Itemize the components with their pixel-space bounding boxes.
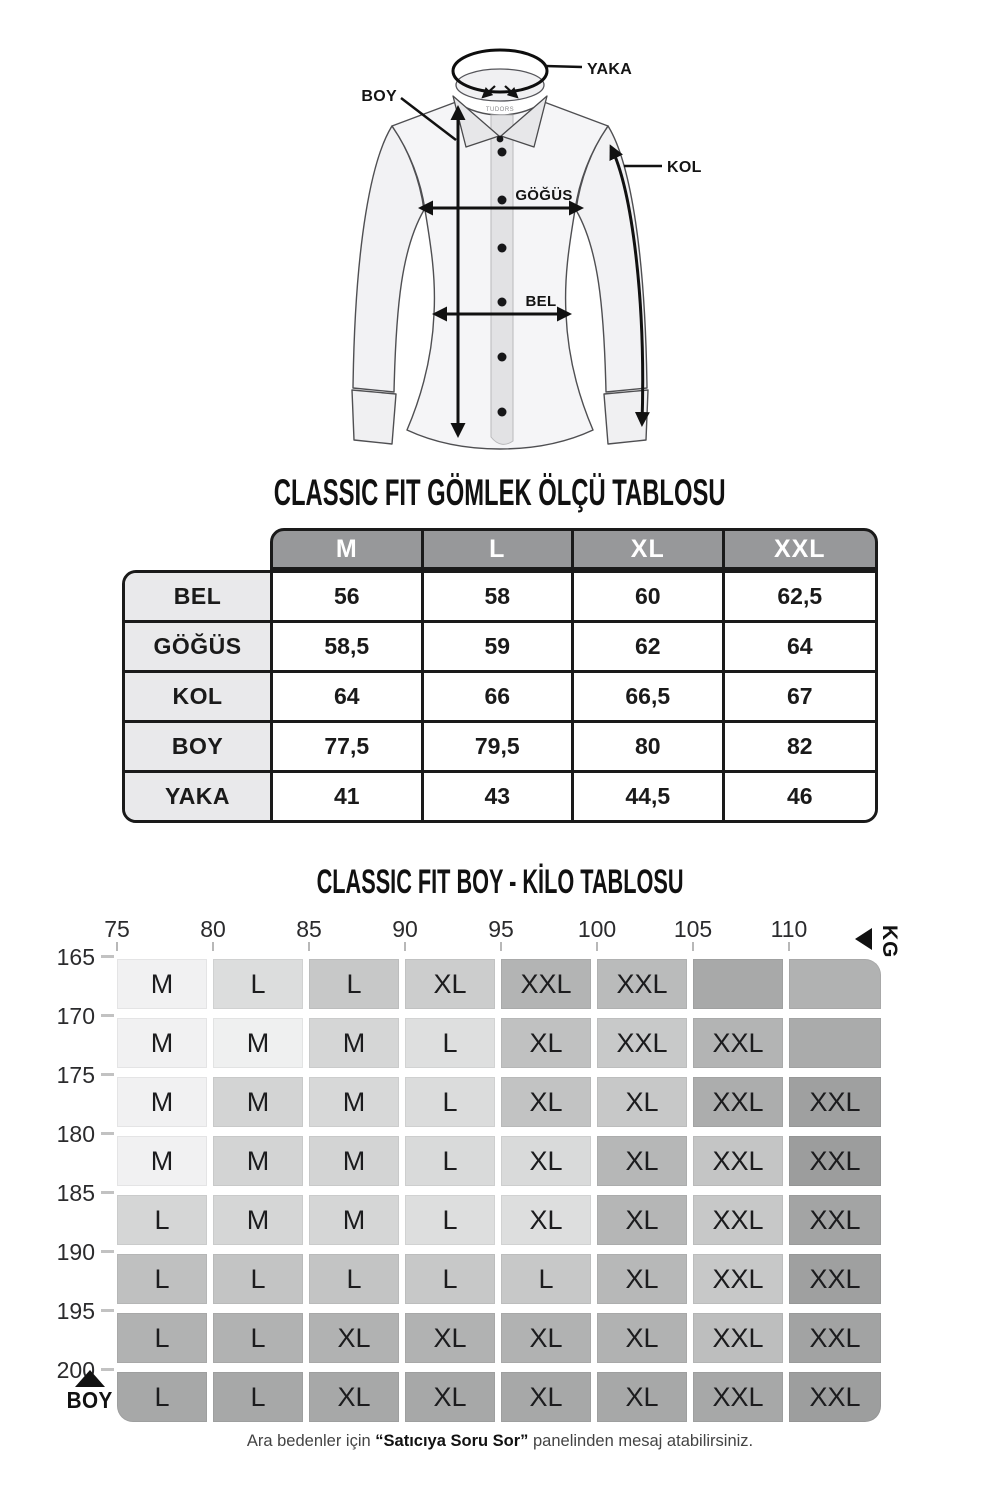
- grid-cell: L: [213, 1313, 303, 1363]
- grid-cell: XXL: [789, 1313, 881, 1363]
- height-tick-label: 170: [56, 1003, 95, 1029]
- height-tick-mark: [101, 1250, 114, 1253]
- grid-cell: XL: [597, 1372, 687, 1422]
- grid-cell: XL: [405, 959, 495, 1009]
- size-column-header: XXL: [773, 534, 826, 563]
- size-table-title: CLASSIC FIT GÖMLEK ÖLÇÜ TABLOSU: [274, 472, 726, 514]
- measurement-value-cell: 67: [725, 673, 876, 720]
- measurement-value-cell: 79,5: [424, 723, 575, 770]
- measurement-value-cell: 62: [574, 623, 725, 670]
- grid-cell: XXL: [789, 1077, 881, 1127]
- measurement-row-label: GÖĞÜS: [125, 623, 273, 670]
- grid-cell: XL: [597, 1313, 687, 1363]
- grid-cell: M: [309, 1077, 399, 1127]
- grid-cell: L: [117, 1313, 207, 1363]
- grid-cell: XL: [501, 1372, 591, 1422]
- size-column-header: XL: [574, 531, 725, 567]
- grid-cell: XL: [501, 1077, 591, 1127]
- grid-cell: XXL: [693, 1136, 783, 1186]
- grid-cell: M: [309, 1018, 399, 1068]
- grid-cell: L: [213, 1372, 303, 1422]
- measurement-value-cell: 64: [725, 623, 876, 670]
- footer-note: [0, 1432, 1000, 1451]
- yaka-pointer-line: [545, 66, 582, 67]
- gogus-label: GÖĞÜS: [515, 187, 573, 204]
- grid-cell: M: [117, 959, 207, 1009]
- size-table-row: [125, 623, 875, 673]
- measurement-value-cell: 56: [273, 573, 424, 620]
- grid-cell: XL: [309, 1313, 399, 1363]
- measurement-row-label: BOY: [125, 723, 273, 770]
- grid-cell: XXL: [597, 1018, 687, 1068]
- measurement-row-label: BEL: [125, 573, 273, 620]
- size-table: [122, 570, 878, 823]
- grid-cell: L: [405, 1195, 495, 1245]
- grid-cell: XXL: [693, 1195, 783, 1245]
- grid-cell: L: [117, 1254, 207, 1304]
- grid-cell: XL: [405, 1372, 495, 1422]
- grid-cell: XXL: [789, 1254, 881, 1304]
- boy-axis-label: BOY: [66, 1387, 114, 1413]
- measurement-value-cell: 77,5: [273, 723, 424, 770]
- grid-cell: M: [213, 1018, 303, 1068]
- grid-cell: L: [405, 1136, 495, 1186]
- measurement-value-cell: 41: [273, 773, 424, 820]
- grid-cell: XL: [597, 1077, 687, 1127]
- grid-cell: XXL: [789, 1372, 881, 1422]
- measurement-value-cell: 46: [725, 773, 876, 820]
- measurement-value-cell: 58: [424, 573, 575, 620]
- kg-tick-mark: [308, 942, 310, 951]
- grid-cell: XL: [405, 1313, 495, 1363]
- kg-tick-mark: [596, 942, 598, 951]
- grid-cell: XL: [597, 1136, 687, 1186]
- grid-cell: M: [213, 1136, 303, 1186]
- collar-band: [456, 69, 544, 101]
- grid-cell: M: [117, 1136, 207, 1186]
- kg-tick-mark: [404, 942, 406, 951]
- height-tick-mark: [101, 1191, 114, 1194]
- measurement-value-cell: 58,5: [273, 623, 424, 670]
- grid-cell: XL: [597, 1254, 687, 1304]
- grid-cell: L: [405, 1018, 495, 1068]
- height-tick-label: 190: [56, 1239, 95, 1265]
- grid-cell: L: [309, 959, 399, 1009]
- brand-label: TUDORS: [485, 107, 515, 113]
- boy-arrow-icon: [75, 1370, 105, 1387]
- grid-cell: XXL: [789, 1195, 881, 1245]
- kg-tick-label: 105: [673, 916, 713, 942]
- grid-cell: L: [405, 1254, 495, 1304]
- kg-tick-label: 110: [770, 916, 808, 942]
- grid-cell: [693, 959, 783, 1009]
- kg-tick-mark: [692, 942, 694, 951]
- boy-label: BOY: [361, 88, 397, 105]
- shirt-placket: [491, 115, 513, 444]
- grid-cell: XXL: [693, 1313, 783, 1363]
- grid-cell: XL: [597, 1195, 687, 1245]
- height-tick-label: 180: [56, 1121, 95, 1147]
- grid-cell: L: [213, 1254, 303, 1304]
- grid-cell: L: [405, 1077, 495, 1127]
- height-tick-mark: [101, 955, 114, 958]
- shirt-measurement-diagram: [0, 0, 1000, 470]
- grid-cell: XL: [501, 1136, 591, 1186]
- height-tick-mark: [101, 1309, 114, 1312]
- kg-tick-mark: [212, 942, 214, 951]
- footer-prefix: Ara bedenler için: [246, 1432, 376, 1450]
- grid-cell: XXL: [597, 959, 687, 1009]
- measurement-row-label: YAKA: [125, 773, 273, 820]
- size-column-header: M: [273, 531, 424, 567]
- kg-tick-mark: [116, 942, 118, 951]
- measurement-row-label: KOL: [125, 673, 273, 720]
- size-table-row: [125, 573, 875, 623]
- height-weight-title: CLASSIC FIT BOY - KİLO TABLOSU: [316, 862, 684, 901]
- height-tick-label: 200: [56, 1357, 95, 1383]
- height-tick-label: 195: [56, 1298, 95, 1324]
- yaka-label: YAKA: [587, 61, 633, 78]
- grid-cell: XL: [501, 1018, 591, 1068]
- kol-label: KOL: [667, 159, 702, 176]
- grid-cell: [789, 959, 881, 1009]
- measurement-value-cell: 64: [273, 673, 424, 720]
- grid-cell: L: [213, 959, 303, 1009]
- grid-cell: M: [309, 1195, 399, 1245]
- height-tick-mark: [101, 1132, 114, 1135]
- measurement-value-cell: 60: [574, 573, 725, 620]
- size-column-header: L: [424, 531, 575, 567]
- height-tick-mark: [101, 1014, 114, 1017]
- grid-cell: L: [117, 1195, 207, 1245]
- grid-cell: M: [117, 1077, 207, 1127]
- measurement-value-cell: 66,5: [574, 673, 725, 720]
- height-tick-label: 165: [56, 944, 95, 970]
- kg-arrow-icon: [855, 928, 872, 950]
- kg-tick-label: 100: [577, 916, 617, 942]
- size-table-row: [125, 773, 875, 820]
- kg-tick-label: 75: [104, 916, 130, 942]
- footer-bold: “Satıcıya Soru Sor”: [375, 1432, 529, 1450]
- size-table-row: [125, 723, 875, 773]
- grid-cell: L: [501, 1254, 591, 1304]
- kg-tick-label: 90: [392, 916, 418, 942]
- kg-tick-label: 85: [296, 916, 322, 942]
- footer-suffix: panelinden mesaj atabilirsiniz.: [528, 1432, 754, 1450]
- measurement-value-cell: 44,5: [574, 773, 725, 820]
- grid-cell: L: [309, 1254, 399, 1304]
- size-table-header: [270, 528, 878, 570]
- kg-axis-label: KG: [878, 925, 901, 959]
- grid-cell: M: [213, 1195, 303, 1245]
- boy-axis-marker: [50, 1370, 130, 1414]
- grid-cell: M: [213, 1077, 303, 1127]
- grid-cell: XL: [501, 1313, 591, 1363]
- grid-cell: XL: [309, 1372, 399, 1422]
- measurement-value-cell: 82: [725, 723, 876, 770]
- grid-cell: [789, 1018, 881, 1068]
- height-tick-label: 185: [56, 1180, 95, 1206]
- grid-cell: XXL: [501, 959, 591, 1009]
- measurement-value-cell: 59: [424, 623, 575, 670]
- grid-cell: XXL: [789, 1136, 881, 1186]
- grid-cell: L: [117, 1372, 207, 1422]
- measurement-value-cell: 43: [424, 773, 575, 820]
- grid-cell: XL: [501, 1195, 591, 1245]
- grid-cell: XXL: [693, 1254, 783, 1304]
- bel-label: BEL: [525, 293, 557, 310]
- height-tick-mark: [101, 1073, 114, 1076]
- height-tick-label: 175: [56, 1062, 95, 1088]
- size-table-row: [125, 673, 875, 723]
- kg-tick-label: 95: [488, 916, 514, 942]
- grid-cell: M: [117, 1018, 207, 1068]
- kg-tick-label: 80: [200, 916, 226, 942]
- grid-cell: XXL: [693, 1018, 783, 1068]
- grid-cell: XXL: [693, 1077, 783, 1127]
- measurement-value-cell: 66: [424, 673, 575, 720]
- measurement-value-cell: 62,5: [725, 573, 876, 620]
- grid-cell: XXL: [693, 1372, 783, 1422]
- kg-tick-mark: [788, 942, 790, 951]
- grid-cell: M: [309, 1136, 399, 1186]
- kg-tick-mark: [500, 942, 502, 951]
- measurement-value-cell: 80: [574, 723, 725, 770]
